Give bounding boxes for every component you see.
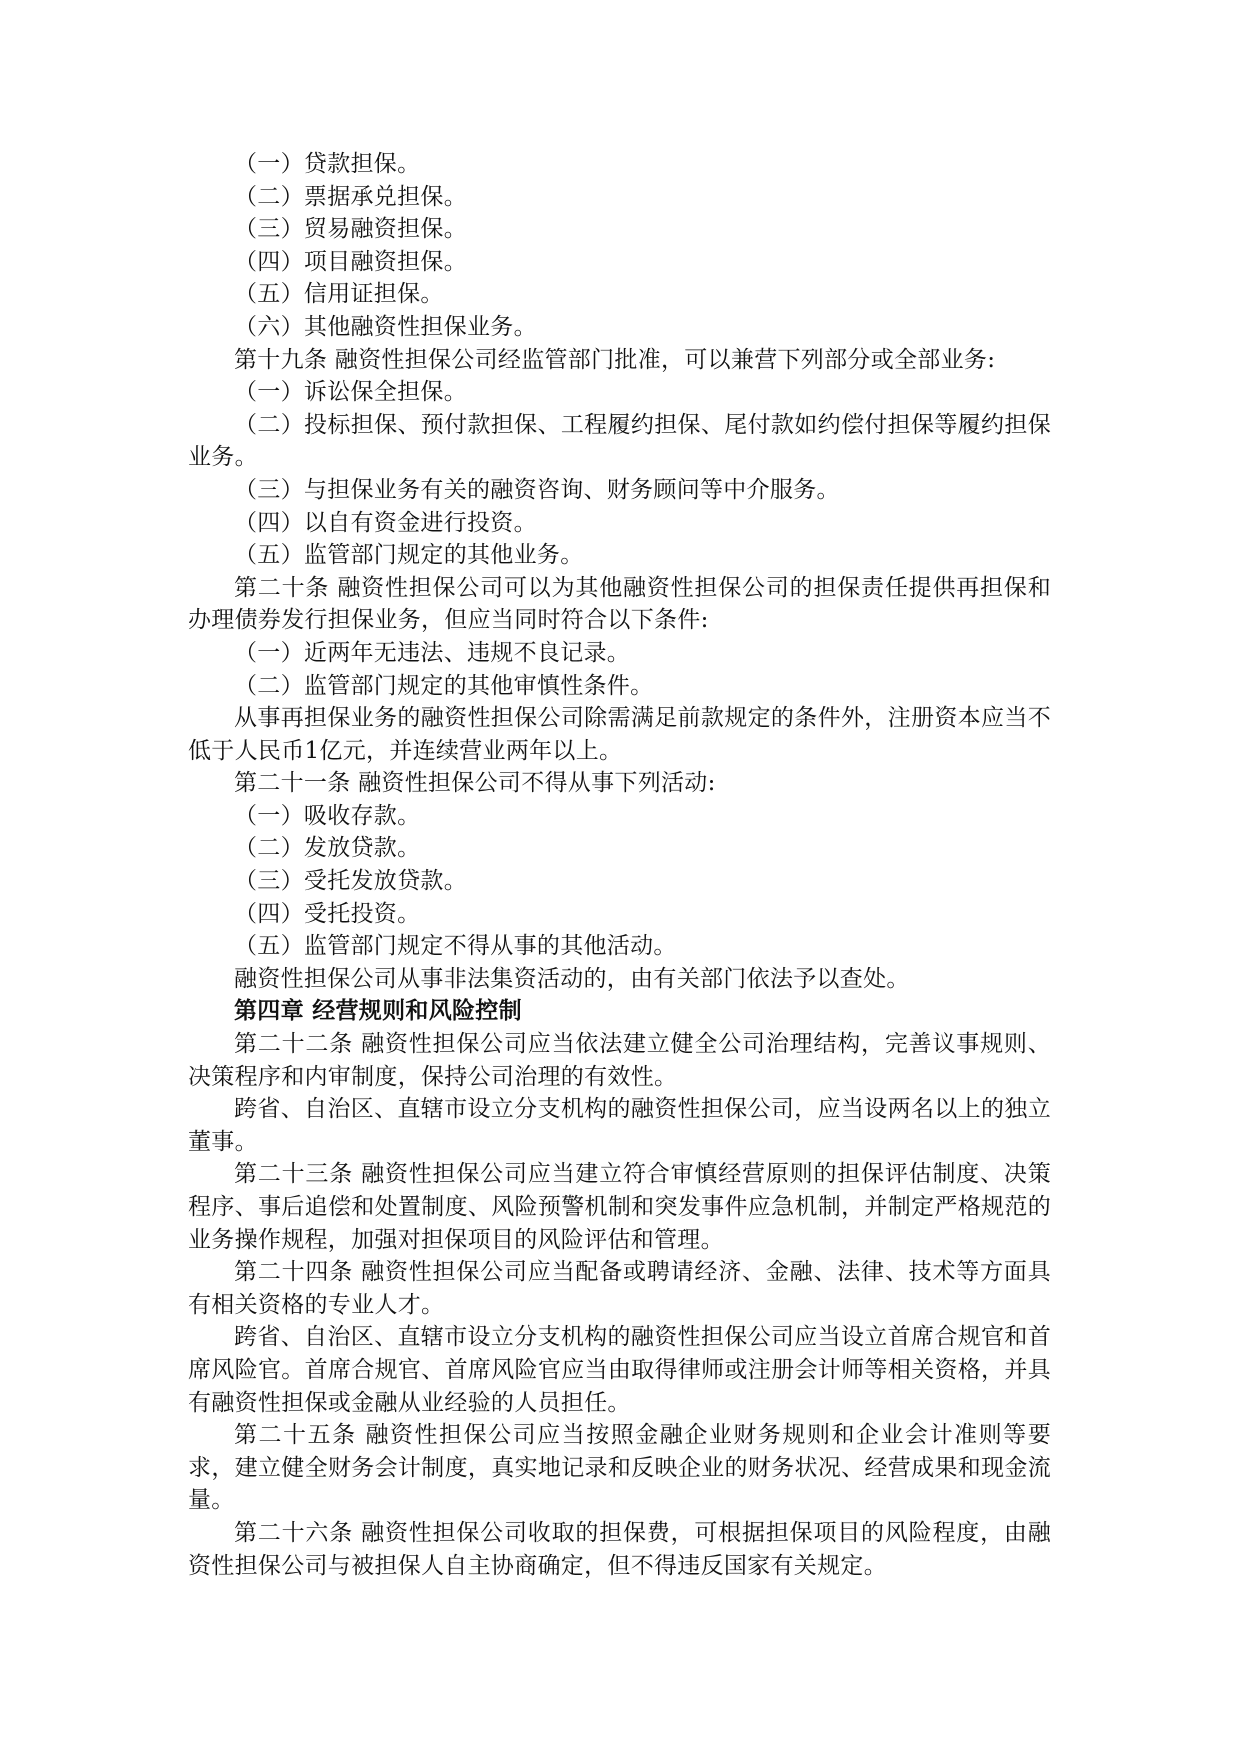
document-paragraph: （一）近两年无违法、违规不良记录。 bbox=[234, 639, 631, 666]
document-paragraph: （三）与担保业务有关的融资咨询、财务顾问等中介服务。 bbox=[234, 476, 840, 503]
document-paragraph: （四）受托投资。 bbox=[234, 900, 421, 927]
document-body bbox=[188, 148, 1051, 1582]
document-paragraph: （五）信用证担保。 bbox=[234, 281, 444, 308]
document-paragraph: 跨省、自治区、直辖市设立分支机构的融资性担保公司应当设立首席合规官和首席风险官。首席合规官、首席风险官应当由取得律师或注册会计师等相关资格，并具有融资性担保或金融从业经验的人员担任。 bbox=[188, 1324, 1051, 1416]
document-paragraph: （五）监管部门规定的其他业务。 bbox=[234, 542, 584, 569]
document-paragraph: （二）票据承兑担保。 bbox=[234, 183, 467, 210]
document-paragraph: 第二十条 融资性担保公司可以为其他融资性担保公司的担保责任提供再担保和办理债券发行担保业务，但应当同时符合以下条件: bbox=[188, 574, 1051, 634]
document-paragraph: 融资性担保公司从事非法集资活动的，由有关部门依法予以查处。 bbox=[234, 965, 910, 992]
chapter-heading: 第四章 经营规则和风险控制 bbox=[234, 997, 522, 1025]
document-paragraph: （六）其他融资性担保业务。 bbox=[234, 313, 537, 340]
document-paragraph: 第二十五条 融资性担保公司应当按照金融企业财务规则和企业会计准则等要求，建立健全财务会计制度，真实地记录和反映企业的财务状况、经营成果和现金流量。 bbox=[188, 1422, 1051, 1514]
document-paragraph: （四）以自有资金进行投资。 bbox=[234, 509, 537, 536]
document-paragraph: 第二十一条 融资性担保公司不得从事下列活动: bbox=[234, 770, 716, 797]
document-paragraph: 第二十三条 融资性担保公司应当建立符合审慎经营原则的担保评估制度、决策程序、事后追偿和处置制度、风险预警机制和突发事件应急机制，并制定严格规范的业务操作规程，加强对担保项目的风险评估和管理。 bbox=[188, 1161, 1051, 1253]
document-paragraph: 从事再担保业务的融资性担保公司除需满足前款规定的条件外，注册资本应当不低于人民币1亿元，并连续营业两年以上。 bbox=[188, 705, 1051, 764]
document-paragraph: （二）发放贷款。 bbox=[234, 835, 421, 862]
document-paragraph: 第二十四条 融资性担保公司应当配备或聘请经济、金融、法律、技术等方面具有相关资格的专业人才。 bbox=[188, 1259, 1051, 1318]
document-paragraph: 第十九条 融资性担保公司经监管部门批准，可以兼营下列部分或全部业务: bbox=[234, 346, 996, 373]
document-paragraph: 第二十二条 融资性担保公司应当依法建立健全公司治理结构，完善议事规则、决策程序和内审制度，保持公司治理的有效性。 bbox=[188, 1031, 1051, 1090]
document-paragraph: （二）投标担保、预付款担保、工程履约担保、尾付款如约偿付担保等履约担保业务。 bbox=[188, 411, 1051, 471]
document-paragraph: （一）贷款担保。 bbox=[234, 151, 421, 177]
document-paragraph: 第二十六条 融资性担保公司收取的担保费，可根据担保项目的风险程度，由融资性担保公司与被担保人自主协商确定，但不得违反国家有关规定。 bbox=[188, 1519, 1051, 1579]
document-paragraph: （三）受托发放贷款。 bbox=[234, 868, 467, 895]
document-paragraph: （四）项目融资担保。 bbox=[234, 248, 467, 275]
document-paragraph: （二）监管部门规定的其他审慎性条件。 bbox=[234, 672, 654, 699]
document-paragraph: 跨省、自治区、直辖市设立分支机构的融资性担保公司，应当设两名以上的独立董事。 bbox=[188, 1096, 1051, 1155]
document-paragraph: （一）吸收存款。 bbox=[234, 802, 421, 829]
document-paragraph: （一）诉讼保全担保。 bbox=[234, 379, 467, 406]
document-paragraph: （五）监管部门规定不得从事的其他活动。 bbox=[234, 933, 677, 960]
document-paragraph: （三）贸易融资担保。 bbox=[234, 216, 467, 243]
